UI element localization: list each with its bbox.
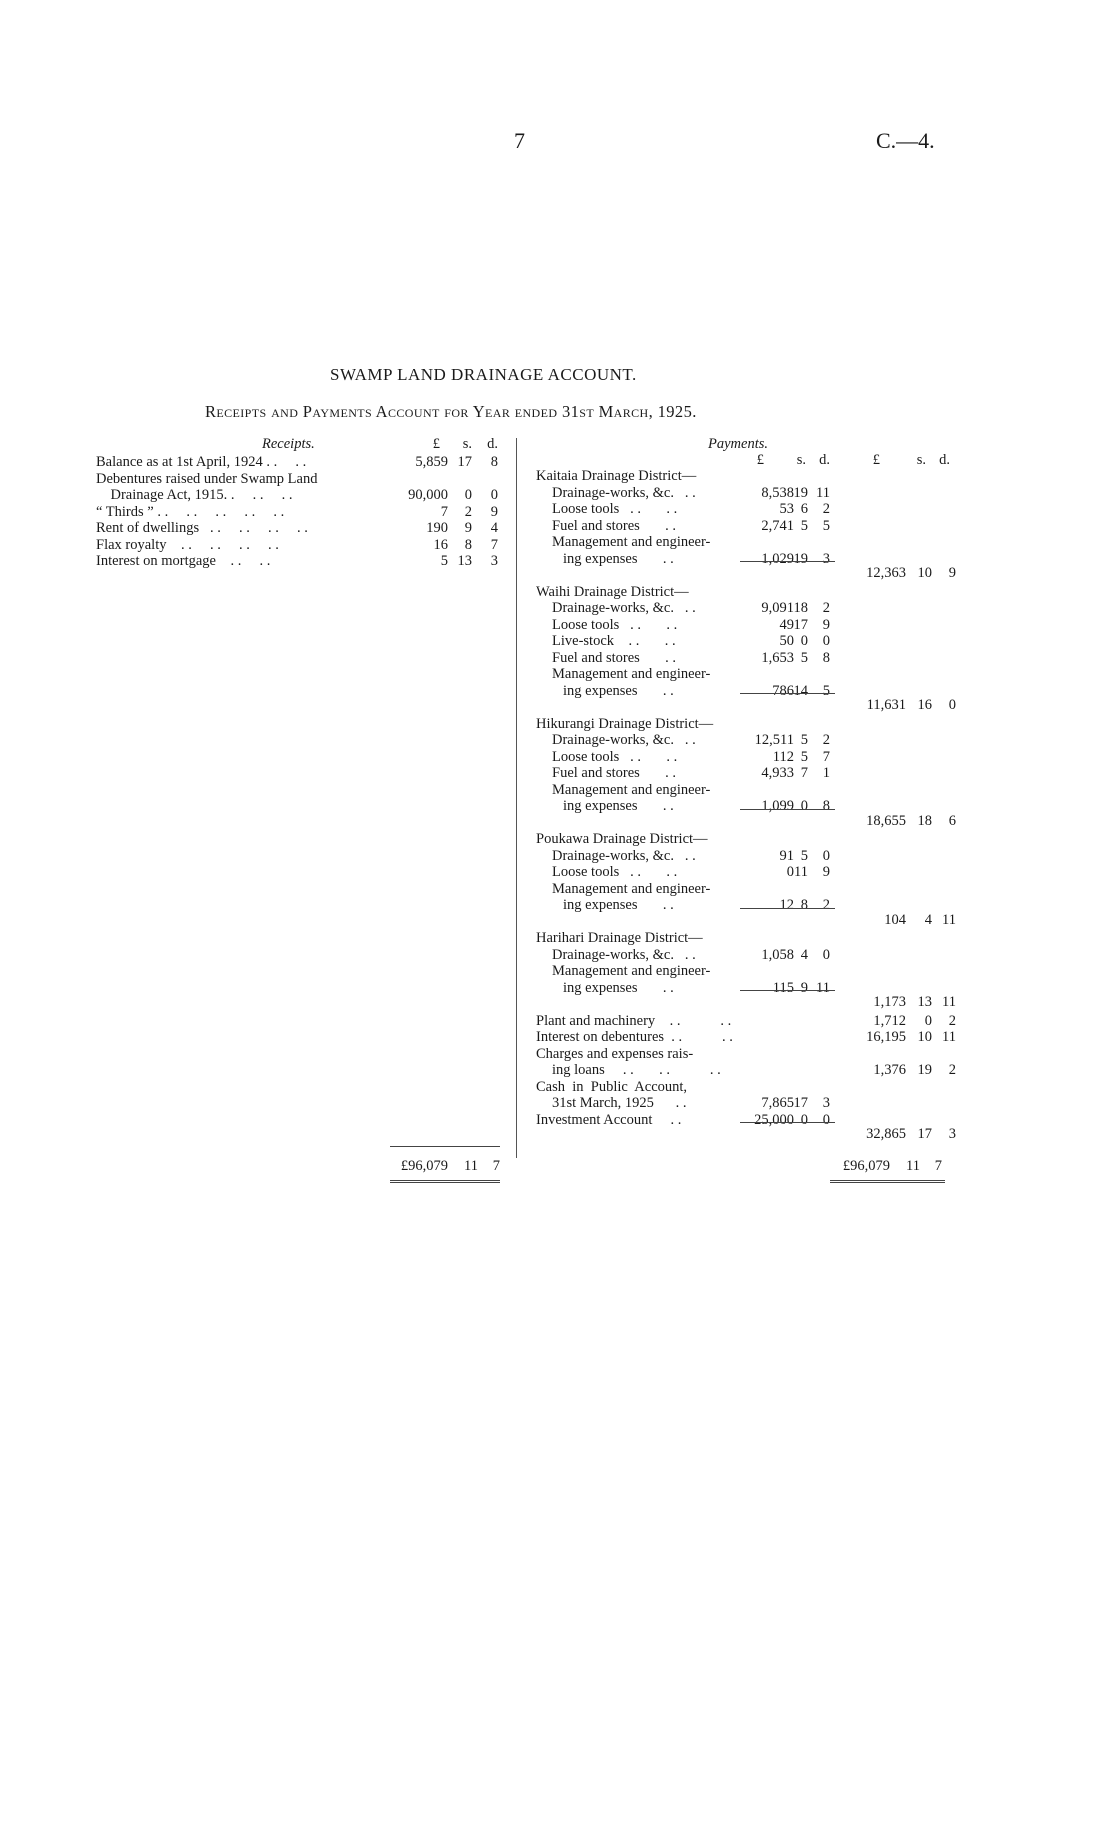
payment-label: Fuel and stores . . — [552, 517, 677, 534]
payment-label: Live-stock . . . . — [552, 633, 676, 649]
payment-amount-s: 5 — [800, 732, 808, 748]
payment-label: ing expenses . . — [563, 979, 674, 996]
payments-col-pound: £ — [756, 452, 764, 468]
receipt-amount-pound: 5,859 — [415, 454, 448, 470]
payment-label: Investment Account . . — [536, 1111, 682, 1128]
payment-total-s: 13 — [917, 994, 932, 1010]
payment-total-s: 19 — [917, 1062, 932, 1078]
payment-label: 31st March, 1925 . . — [552, 1095, 687, 1111]
payments-col-d: d. — [819, 452, 830, 468]
payment-amount-s: 8 — [800, 897, 808, 913]
payment-amount-d: 9 — [822, 616, 830, 633]
receipt-amount-s: 8 — [464, 536, 472, 553]
receipts-total-double-rule — [390, 1180, 500, 1183]
payment-amount-s: 5 — [800, 847, 808, 864]
payment-label: Waihi Drainage District— — [536, 583, 689, 600]
payment-amount-pound: 0 — [786, 864, 794, 880]
payment-amount-pound: 786 — [772, 682, 794, 699]
payment-label: Fuel and stores . . — [552, 765, 677, 781]
payment-label: Drainage-works, &c. . . — [552, 946, 696, 963]
payment-amount-d: 11 — [816, 484, 830, 501]
payment-label: Loose tools . . . . — [552, 748, 678, 765]
payment-amount-d: 0 — [822, 946, 830, 963]
payment-amount-d: 0 — [822, 1111, 830, 1128]
page-number: 7 — [514, 128, 525, 153]
payment-amount-pound: 112 — [772, 748, 794, 765]
payment-amount-pound: 91 — [779, 847, 794, 864]
payment-amount-pound: 8,538 — [761, 484, 794, 501]
payment-total-pound: 1,173 — [873, 994, 906, 1010]
payment-amount-s: 7 — [800, 765, 808, 781]
payment-label: Management and engineer- — [552, 963, 711, 979]
payment-amount-pound: 53 — [779, 501, 794, 517]
receipt-amount-s: 0 — [464, 487, 472, 503]
receipt-amount-s: 2 — [464, 503, 472, 520]
receipt-amount-pound: 16 — [433, 536, 448, 553]
payment-label: Drainage-works, &c. . . — [552, 847, 696, 864]
receipts-heading: Receipts. — [262, 436, 315, 452]
receipt-label: Interest on mortgage . . . . — [96, 553, 271, 569]
payment-label: Loose tools . . . . — [552, 864, 678, 880]
payment-amount-s: 19 — [793, 550, 808, 567]
payment-amount-s: 0 — [800, 1111, 808, 1128]
payment-total-d: 11 — [942, 911, 956, 928]
receipt-amount-pound: 5 — [440, 553, 448, 569]
payment-amount-s: 5 — [800, 517, 808, 534]
payment-amount-d: 2 — [822, 501, 830, 517]
subtotal-rule — [740, 990, 835, 991]
payments-col-s-total: s. — [916, 452, 926, 468]
payment-amount-s: 17 — [793, 1095, 808, 1111]
payments-col-s: s. — [796, 452, 806, 468]
payment-amount-d: 8 — [822, 649, 830, 666]
receipt-amount-d: 8 — [490, 454, 498, 470]
payment-amount-d: 5 — [822, 682, 830, 699]
payment-total-pound: 11,631 — [866, 697, 906, 713]
payment-label: ing expenses . . — [563, 897, 674, 913]
payment-amount-s: 0 — [800, 798, 808, 814]
payments-col-d-total: d. — [939, 452, 950, 468]
receipts-col-s: s. — [462, 436, 472, 452]
column-divider — [516, 438, 517, 1158]
payment-amount-d: 2 — [822, 732, 830, 748]
payments-total-s: 11 — [906, 1158, 920, 1174]
payment-total-s: 18 — [917, 812, 932, 829]
payment-label: ing expenses . . — [563, 682, 674, 699]
payment-amount-d: 3 — [822, 550, 830, 567]
receipt-amount-s: 13 — [457, 553, 472, 569]
payment-total-pound: 32,865 — [866, 1126, 906, 1142]
document-reference: C.—4. — [876, 128, 935, 153]
payment-amount-d: 2 — [822, 600, 830, 616]
payment-amount-s: 19 — [793, 484, 808, 501]
payment-total-pound: 12,363 — [866, 565, 906, 581]
page-title: SWAMP LAND DRAINAGE ACCOUNT. — [330, 365, 637, 384]
payment-label: ing expenses . . — [563, 550, 674, 567]
payments-total-double-rule — [830, 1180, 945, 1183]
payment-label: Interest on debentures . . . . — [536, 1029, 733, 1045]
receipts-col-pound: £ — [432, 436, 440, 452]
subtotal-rule — [740, 1122, 835, 1123]
payment-amount-pound: 1,653 — [761, 649, 794, 666]
payment-total-d: 6 — [948, 812, 956, 829]
receipt-amount-s: 9 — [464, 520, 472, 536]
page-subtitle: Receipts and Payments Account for Year ended 31st March, 1925. — [205, 402, 697, 421]
payment-total-s: 17 — [917, 1126, 932, 1142]
subtotal-rule — [740, 693, 835, 694]
payment-label: Management and engineer- — [552, 666, 711, 682]
payment-total-d: 9 — [948, 565, 956, 581]
receipts-total-s: 11 — [464, 1158, 478, 1174]
payment-amount-s: 17 — [793, 616, 808, 633]
payment-label: Loose tools . . . . — [552, 501, 678, 517]
payment-amount-pound: 1,099 — [761, 798, 794, 814]
payment-amount-pound: 1,058 — [761, 946, 794, 963]
payment-total-s: 16 — [917, 697, 932, 713]
payment-amount-pound: 115 — [772, 979, 794, 996]
payment-amount-s: 14 — [793, 682, 808, 699]
payment-total-d: 3 — [948, 1126, 956, 1142]
payment-label: Cash in Public Account, — [536, 1078, 688, 1095]
payment-amount-pound: 9,091 — [761, 600, 794, 616]
subtotal-rule — [740, 809, 835, 810]
payment-total-d: 2 — [948, 1062, 956, 1078]
receipt-amount-d: 3 — [490, 553, 498, 569]
payment-amount-pound: 50 — [779, 633, 794, 649]
payment-amount-pound: 7,865 — [761, 1095, 794, 1111]
payment-label: Poukawa Drainage District— — [536, 831, 708, 847]
payment-amount-d: 0 — [822, 847, 830, 864]
payment-label: Management and engineer- — [552, 880, 711, 897]
payment-amount-d: 11 — [816, 979, 830, 996]
payment-total-s: 10 — [917, 565, 932, 581]
receipt-label: “ Thirds ” . . . . . . . . . . — [96, 503, 285, 520]
receipts-col-d: d. — [487, 436, 498, 452]
payment-amount-d: 1 — [822, 765, 830, 781]
payment-amount-d: 2 — [822, 897, 830, 913]
receipt-amount-pound: 190 — [426, 520, 448, 536]
payment-amount-pound: 12 — [779, 897, 794, 913]
payment-amount-pound: 49 — [779, 616, 794, 633]
subtotal-rule — [740, 908, 835, 909]
receipt-amount-pound: 90,000 — [408, 487, 448, 503]
payment-amount-pound: 25,000 — [754, 1111, 794, 1128]
payment-total-d: 11 — [942, 1029, 956, 1045]
payment-total-s: 10 — [917, 1029, 932, 1045]
payment-label: Drainage-works, &c. . . — [552, 732, 696, 748]
payment-total-pound: 18,655 — [866, 812, 906, 829]
payment-amount-s: 9 — [800, 979, 808, 996]
payment-total-s: 0 — [924, 1012, 932, 1029]
receipt-label: Debentures raised under Swamp Land — [96, 470, 318, 487]
subtotal-rule — [740, 561, 835, 562]
payment-total-d: 11 — [942, 994, 956, 1010]
payment-total-d: 0 — [948, 697, 956, 713]
payments-heading: Payments. — [708, 436, 768, 452]
payment-amount-d: 9 — [822, 864, 830, 880]
payment-label: Management and engineer- — [552, 781, 711, 798]
payment-amount-s: 18 — [793, 600, 808, 616]
payment-label: Hikurangi Drainage District— — [536, 715, 714, 732]
payment-label: Management and engineer- — [552, 534, 711, 550]
receipt-amount-pound: 7 — [440, 503, 448, 520]
payments-total-pound: £96,079 — [842, 1158, 890, 1174]
payment-amount-s: 5 — [800, 649, 808, 666]
payment-total-pound: 1,376 — [873, 1062, 906, 1078]
receipt-amount-d: 9 — [490, 503, 498, 520]
payment-amount-pound: 12,511 — [754, 732, 794, 748]
receipt-amount-d: 7 — [490, 536, 498, 553]
payments-total-d: 7 — [934, 1158, 942, 1174]
receipt-label: Drainage Act, 1915. . . . . . — [96, 487, 293, 503]
payment-amount-d: 7 — [822, 748, 830, 765]
payment-total-s: 4 — [924, 911, 932, 928]
payment-amount-d: 8 — [822, 798, 830, 814]
payment-total-pound: 16,195 — [866, 1029, 906, 1045]
payment-amount-pound: 2,741 — [761, 517, 794, 534]
receipts-total-pound: £96,079 — [400, 1158, 448, 1174]
receipt-label: Balance as at 1st April, 1924 . . . . — [96, 454, 307, 470]
payment-total-pound: 104 — [884, 911, 906, 928]
payment-label: ing loans . . . . . . — [552, 1062, 721, 1078]
payment-label: Charges and expenses rais- — [536, 1045, 694, 1062]
payment-amount-s: 5 — [800, 748, 808, 765]
receipt-amount-d: 4 — [490, 520, 498, 536]
payment-amount-s: 6 — [800, 501, 808, 517]
receipt-amount-s: 17 — [457, 454, 472, 470]
payment-amount-d: 0 — [822, 633, 830, 649]
payment-label: Drainage-works, &c. . . — [552, 600, 696, 616]
payment-label: ing expenses . . — [563, 798, 674, 814]
receipts-total-rule — [390, 1146, 500, 1147]
payment-amount-s: 4 — [800, 946, 808, 963]
payment-amount-s: 0 — [800, 633, 808, 649]
payment-label: Plant and machinery . . . . — [536, 1012, 732, 1029]
payment-amount-d: 5 — [822, 517, 830, 534]
receipt-label: Rent of dwellings . . . . . . . . — [96, 520, 308, 536]
payment-total-pound: 1,712 — [873, 1012, 906, 1029]
payment-total-d: 2 — [948, 1012, 956, 1029]
payment-amount-pound: 1,029 — [761, 550, 794, 567]
payment-label: Kaitaia Drainage District— — [536, 468, 697, 484]
receipts-total-d: 7 — [492, 1158, 500, 1174]
payment-amount-d: 3 — [822, 1095, 830, 1111]
payment-amount-pound: 4,933 — [761, 765, 794, 781]
receipt-amount-d: 0 — [490, 487, 498, 503]
payment-label: Fuel and stores . . — [552, 649, 677, 666]
payment-amount-s: 11 — [794, 864, 808, 880]
payments-col-pound-total: £ — [872, 452, 880, 468]
receipt-label: Flax royalty . . . . . . . . — [96, 536, 279, 553]
payment-label: Harihari Drainage District— — [536, 930, 703, 946]
payment-label: Drainage-works, &c. . . — [552, 484, 696, 501]
payment-label: Loose tools . . . . — [552, 616, 678, 633]
